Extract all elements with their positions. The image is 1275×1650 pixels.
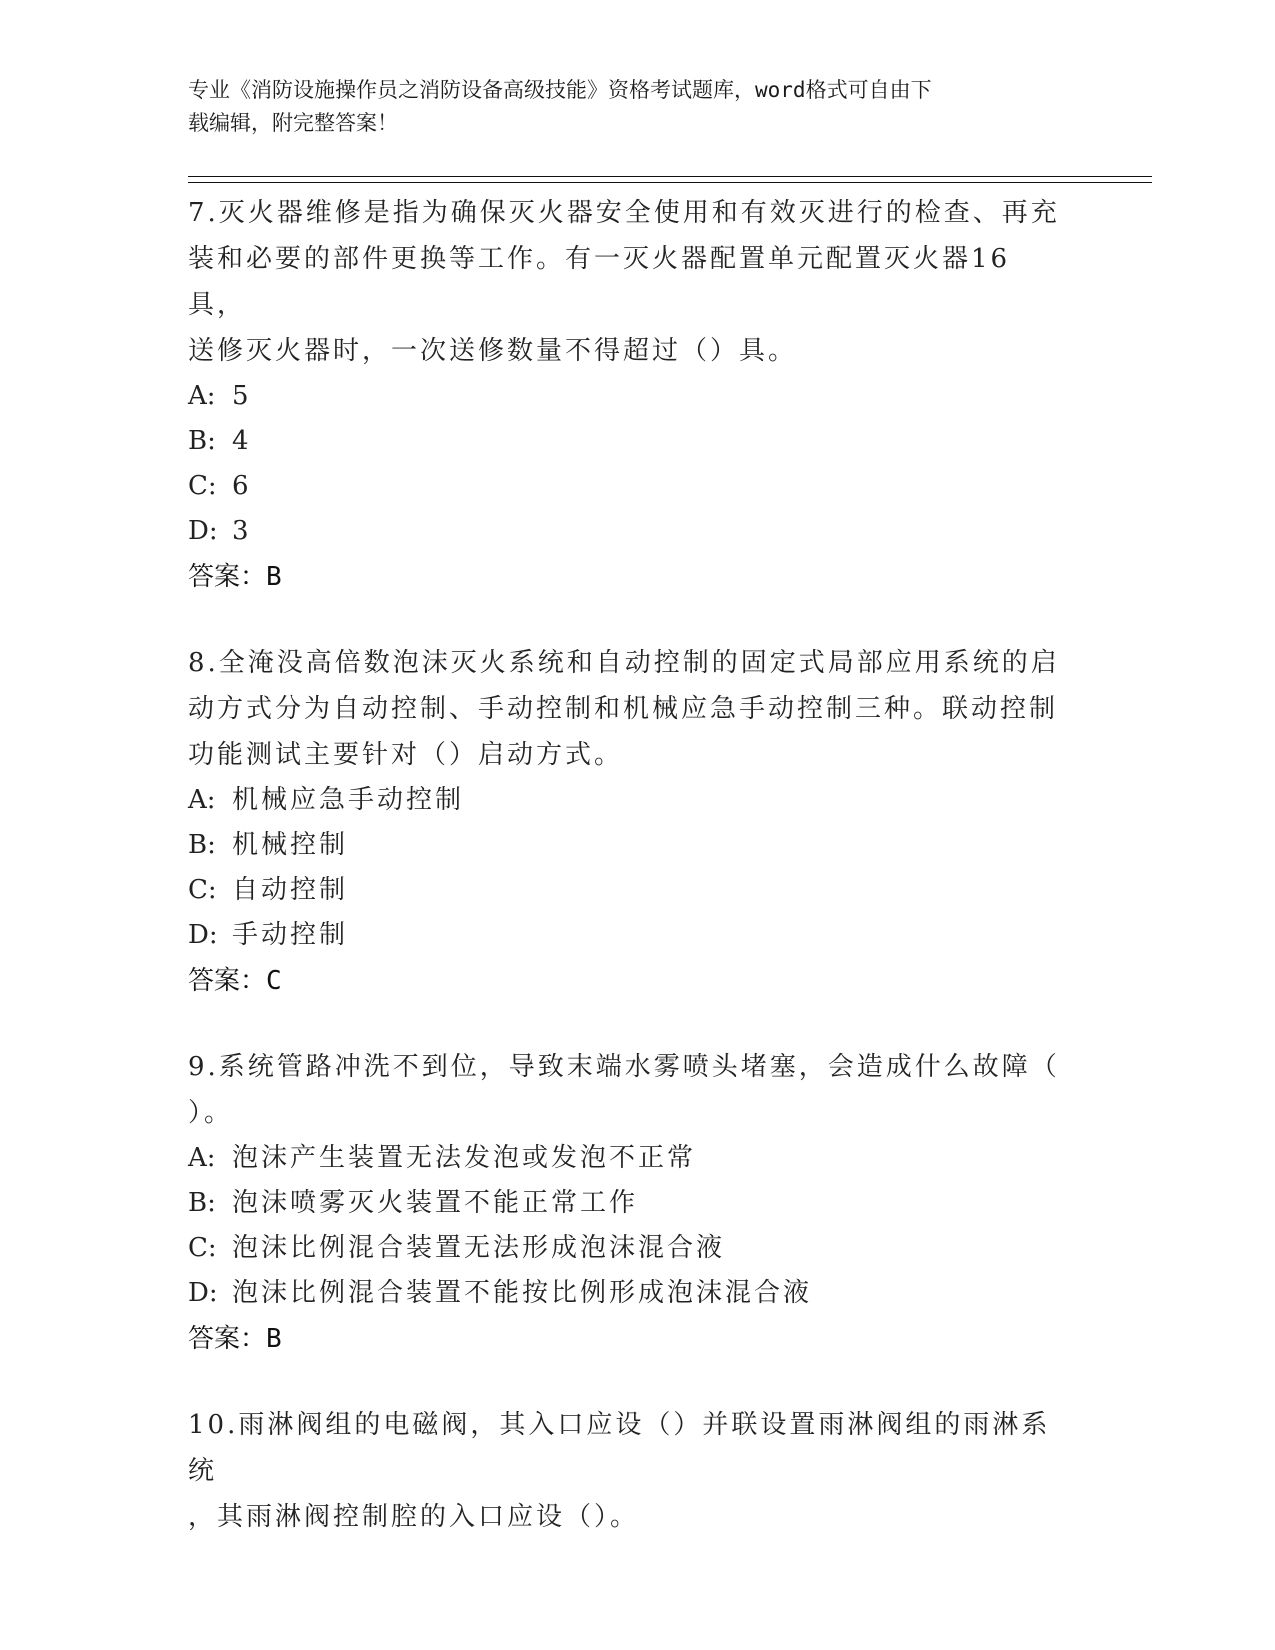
header-line-1: 专业《消防设施操作员之消防设备高级技能》资格考试题库，word格式可自由下 [188, 78, 932, 102]
option-text: 5 [232, 381, 252, 411]
option-key: B: [188, 426, 216, 456]
answer-label: 答案：C [188, 966, 282, 996]
question-stem [188, 1402, 1068, 1540]
answer-label: 答案：B [188, 562, 282, 592]
stem-line: 10.雨淋阀组的电磁阀，其入口应设（）并联设置雨淋阀组的雨淋系统 [188, 1410, 1051, 1486]
stem-line: 动方式分为自动控制、手动控制和机械应急手动控制三种。联动控制 [188, 694, 1059, 724]
header-divider-top [188, 176, 1152, 177]
option-a [188, 374, 1068, 419]
option-text: 自动控制 [232, 875, 349, 905]
stem-line: 7.灭火器维修是指为确保灭火器安全使用和有效灭进行的检查、再充 [188, 198, 1060, 228]
question-stem [188, 640, 1068, 778]
stem-line: ）。 [188, 1098, 234, 1128]
stem-line: 送修灭火器时，一次送修数量不得超过（）具。 [188, 336, 798, 366]
option-text: 6 [232, 471, 252, 501]
option-key: B: [188, 830, 216, 860]
option-text: 手动控制 [232, 920, 349, 950]
option-c [188, 464, 1068, 509]
option-key: D: [188, 920, 218, 950]
option-key: A: [188, 1143, 216, 1173]
option-list [188, 778, 1068, 958]
option-a [188, 1136, 1068, 1181]
option-list [188, 374, 1068, 554]
option-d [188, 1271, 1068, 1316]
stem-line: 功能测试主要针对（）启动方式。 [188, 740, 624, 770]
question-list [188, 190, 1068, 1580]
answer-label: 答案：B [188, 1324, 282, 1354]
option-key: C: [188, 875, 217, 905]
option-key: B: [188, 1188, 216, 1218]
header-line-2: 载编辑，附完整答案！ [188, 111, 398, 135]
option-key: A: [188, 381, 216, 411]
option-d [188, 509, 1068, 554]
question-stem [188, 1044, 1068, 1136]
stem-line: 装和必要的部件更换等工作。有一灭火器配置单元配置灭火器16具， [188, 244, 1011, 320]
option-b [188, 823, 1068, 868]
option-text: 3 [232, 516, 252, 546]
option-text: 泡沫比例混合装置无法形成泡沫混合液 [232, 1233, 726, 1263]
header-divider-bottom [188, 182, 1152, 183]
option-key: D: [188, 516, 218, 546]
question-7 [188, 190, 1068, 600]
stem-line: 9.系统管路冲洗不到位，导致末端水雾喷头堵塞，会造成什么故障（ [188, 1052, 1060, 1082]
option-text: 泡沫比例混合装置不能按比例形成泡沫混合液 [232, 1278, 813, 1308]
option-b [188, 419, 1068, 464]
question-stem [188, 190, 1068, 374]
question-9 [188, 1044, 1068, 1362]
option-c [188, 1226, 1068, 1271]
option-d [188, 913, 1068, 958]
option-key: D: [188, 1278, 218, 1308]
option-b [188, 1181, 1068, 1226]
option-text: 机械应急手动控制 [232, 785, 465, 815]
question-10 [188, 1402, 1068, 1540]
option-key: C: [188, 471, 217, 501]
option-text: 机械控制 [232, 830, 349, 860]
option-text: 泡沫产生装置无法发泡或发泡不正常 [232, 1143, 697, 1173]
question-8 [188, 640, 1068, 1004]
option-text: 泡沫喷雾灭火装置不能正常工作 [232, 1188, 639, 1218]
option-list [188, 1136, 1068, 1316]
option-a [188, 778, 1068, 823]
option-c [188, 868, 1068, 913]
option-key: C: [188, 1233, 217, 1263]
stem-line: 8.全淹没高倍数泡沫灭火系统和自动控制的固定式局部应用系统的启 [188, 648, 1060, 678]
stem-line: ，其雨淋阀控制腔的入口应设（）。 [188, 1502, 640, 1532]
option-key: A: [188, 785, 216, 815]
document-header [188, 74, 1068, 140]
option-text: 4 [232, 426, 252, 456]
